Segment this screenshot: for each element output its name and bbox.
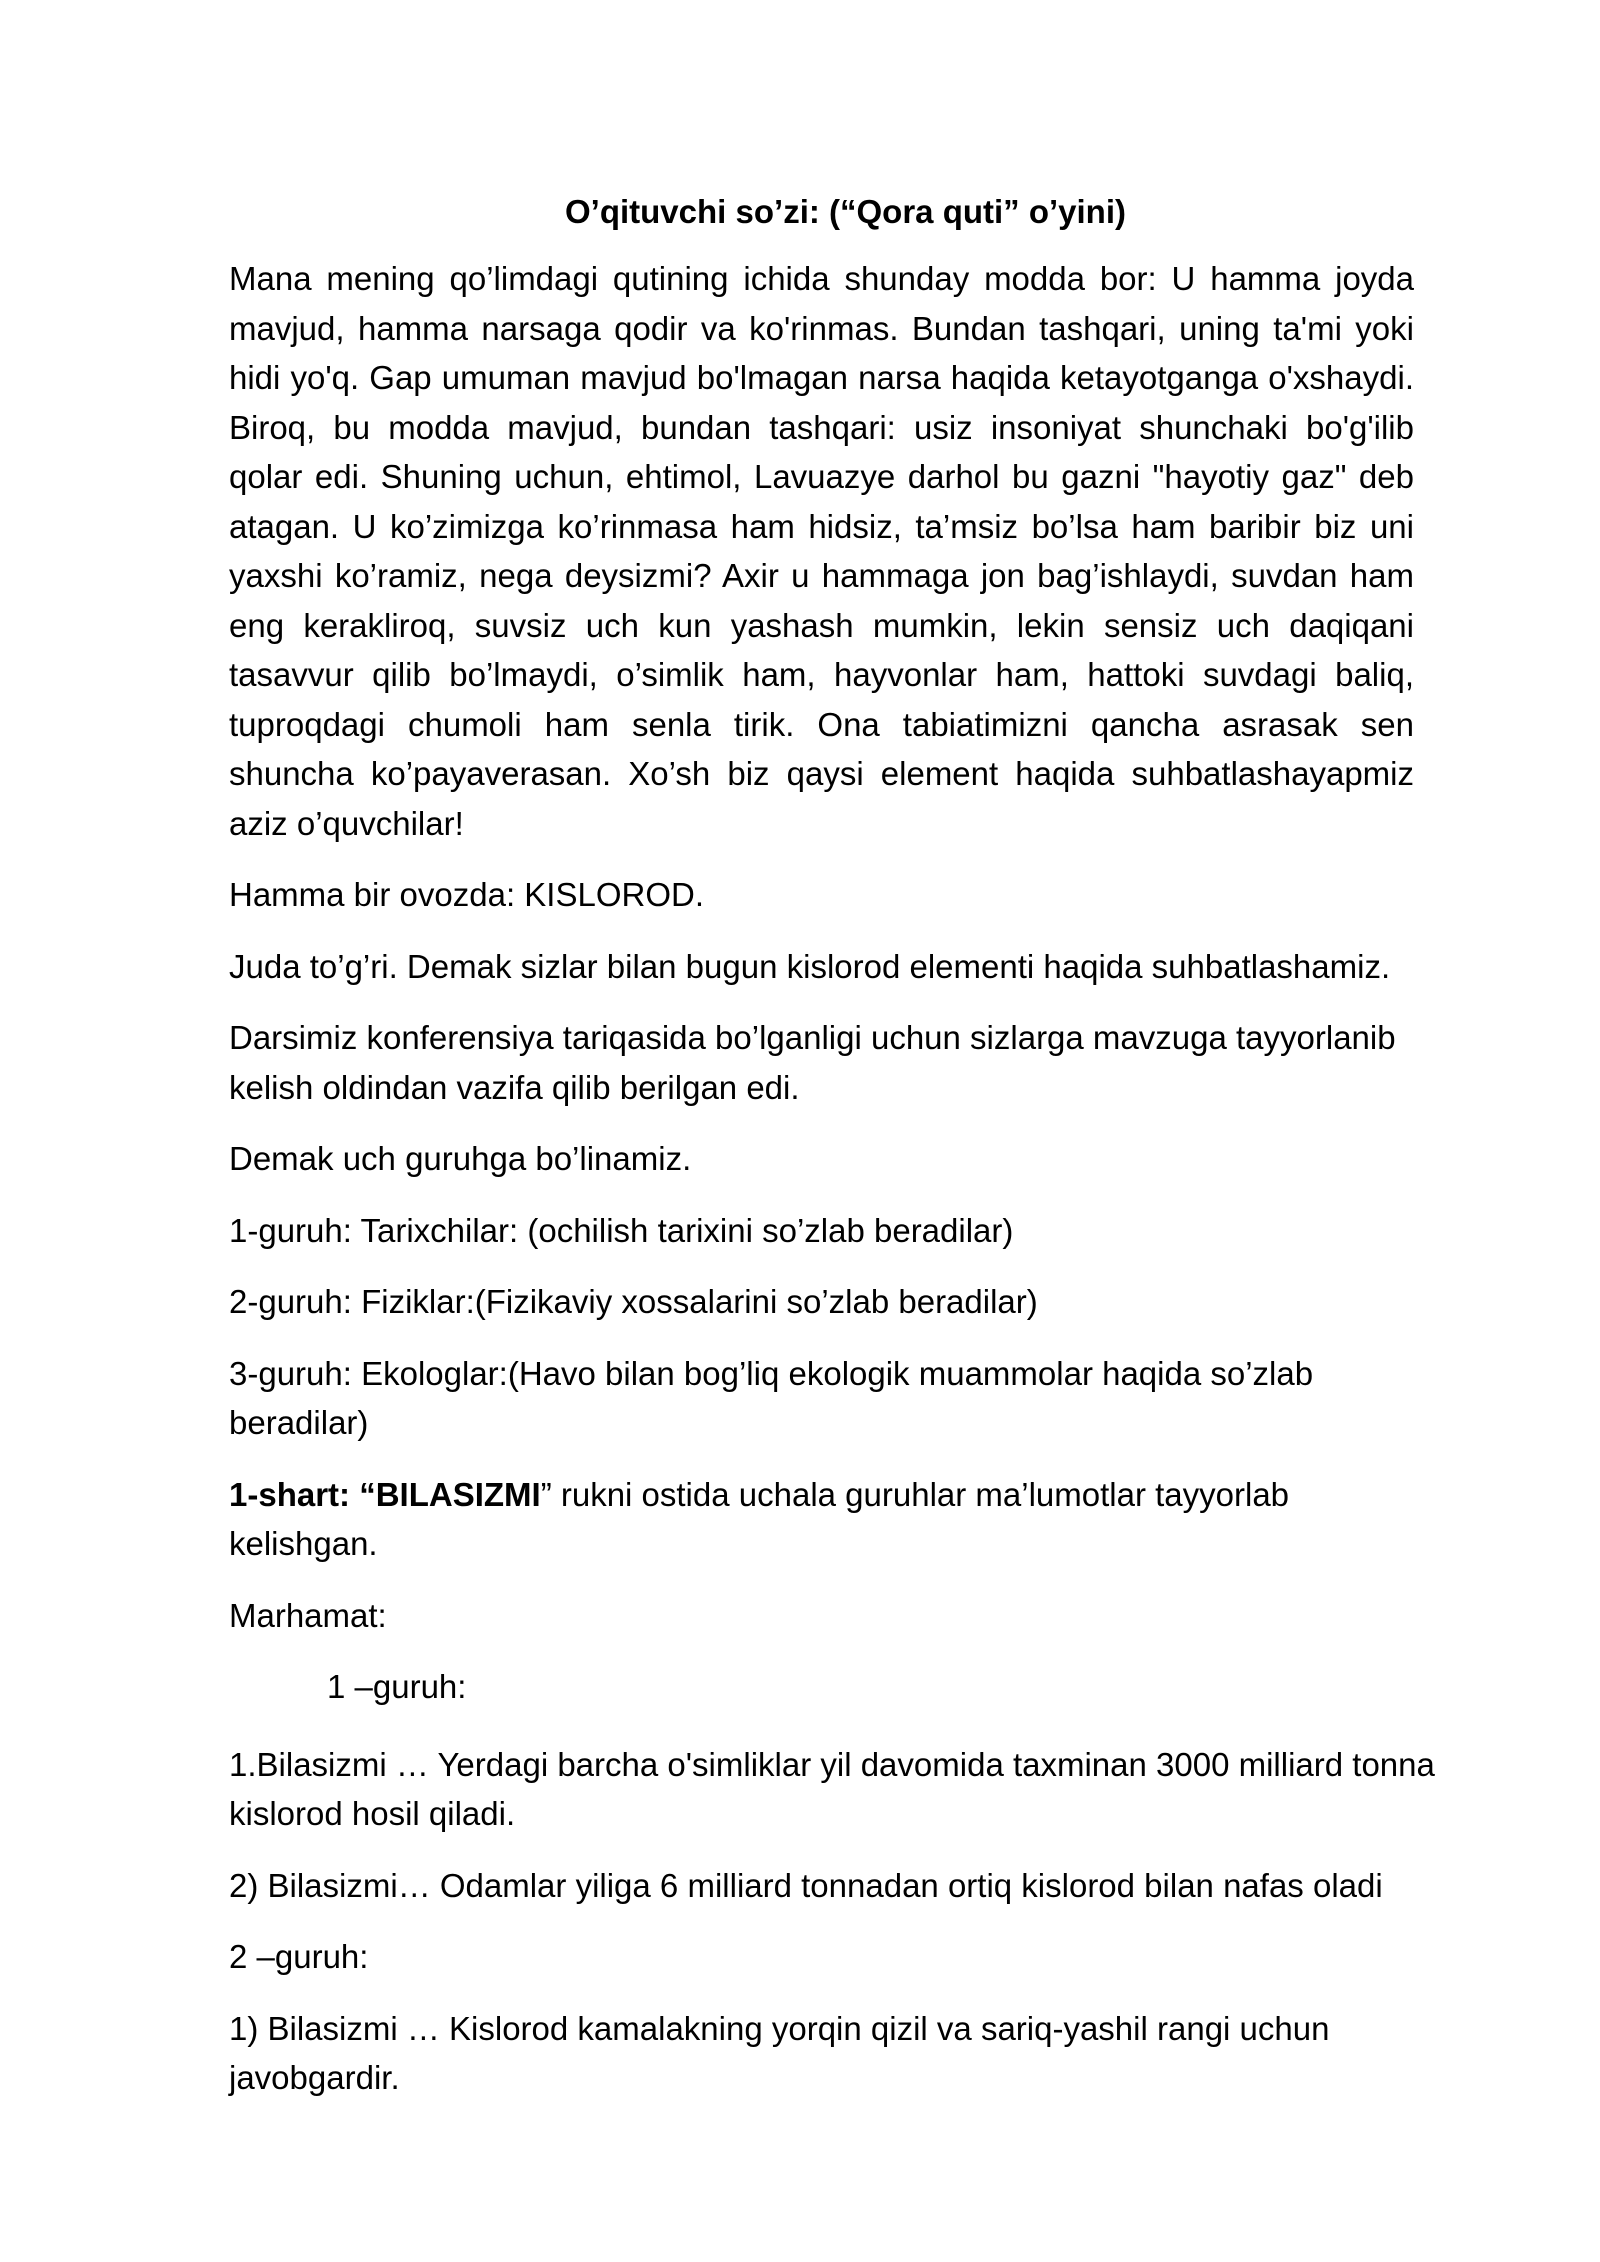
answer-line: Hamma bir ovozda: KISLOROD.: [229, 876, 704, 913]
group-3-line: 3-guruh: Ekologlar:(Havo bilan bog’liq ekologik muammolar haqida so’zlab beradilar): [229, 1354, 1314, 1441]
fact-1-1: 1.Bilasizmi … Yerdagi barcha o'simliklar yil davomida taxminan 3000 milliard tonna kislorod hosil qiladi.: [229, 1745, 1435, 1832]
condition-keyword: BILASIZMI: [375, 1475, 541, 1513]
document-title: O’qituvchi so’zi: (“Qora quti” o’yini): [565, 193, 1126, 230]
confirm-line: Juda to’g’ri. Demak sizlar bilan bugun kislorod elementi haqida suhbatlashamiz.: [229, 947, 1391, 985]
condition-open-quote: “: [350, 1475, 376, 1513]
condition-paragraph: [229, 1470, 1442, 1569]
marhamat-line: Marhamat:: [229, 1596, 387, 1634]
fact-1-2: 2) Bilasizmi… Odamlar yiliga 6 milliard tonnadan ortiq kislorod bilan nafas oladi: [229, 1866, 1383, 1904]
intro-paragraph: Mana mening qo’limdagi qutining ichida shunday modda bor: U hamma joyda mavjud, hamma narsaga qodir va ko'rinmas. Bundan tashqari, uning ta'mi yoki hidi yo'q. Gap umuman mavjud bo'lmagan narsa haqida ketayotganga o'xshaydi. Biroq, bu modda mavjud, bundan tashqari: usiz insoniyat shunchaki bo'g'ilib qolar edi. Shuning uchun, ehtimol, Lavuazye darhol bu gazni "hayotiy gaz" deb atagan. U ko’zimizga ko’rinmasa ham hidsiz, ta’msiz bo’lsa ham baribir biz uni yaxshi ko’ramiz, nega deysizmi? Axir u hammaga jon bag’ishlaydi, suvdan ham eng kerakliroq, suvsiz uch kun yashash mumkin, lekin sensiz uch daqiqani tasavvur qilib bo’lmaydi, o’simlik ham, hayvonlar ham, hattoki suvdagi baliq, tuproqdagi chumoli ham senla tirik. Ona tabiatimizni qancha asrasak sen shuncha ko’payaverasan. Xo’sh biz qaysi element haqida suhbatlashayapmiz aziz o’quvchilar!: [229, 260, 1414, 842]
condition-label: 1-shart:: [229, 1475, 351, 1513]
conference-line: Darsimiz konferensiya tariqasida bo’lganligi uchun sizlarga mavzuga tayyorlanib kelish oldindan vazifa qilib berilgan edi.: [229, 1019, 1396, 1106]
groups-intro: Demak uch guruhga bo’linamiz.: [229, 1140, 692, 1177]
group-1-heading: 1 –guruh:: [327, 1668, 467, 1705]
group-2-heading: 2 –guruh:: [229, 1938, 369, 1975]
document-body: [229, 188, 1442, 2125]
fact-2-1: 1) Bilasizmi … Kislorod kamalakning yorqin qizil va sariq-yashil rangi uchun javobgardir.: [229, 2009, 1330, 2096]
condition-rest: ” rukni ostida uchala guruhlar ma’lumotlar tayyorlab kelishgan.: [229, 1475, 1290, 1562]
group-1-line: 1-guruh: Tarixchilar: (ochilish tarixini so’zlab beradilar): [229, 1211, 1014, 1249]
group-2-line: 2-guruh: Fiziklar:(Fizikaviy xossalarini so’zlab beradilar): [229, 1283, 1038, 1320]
